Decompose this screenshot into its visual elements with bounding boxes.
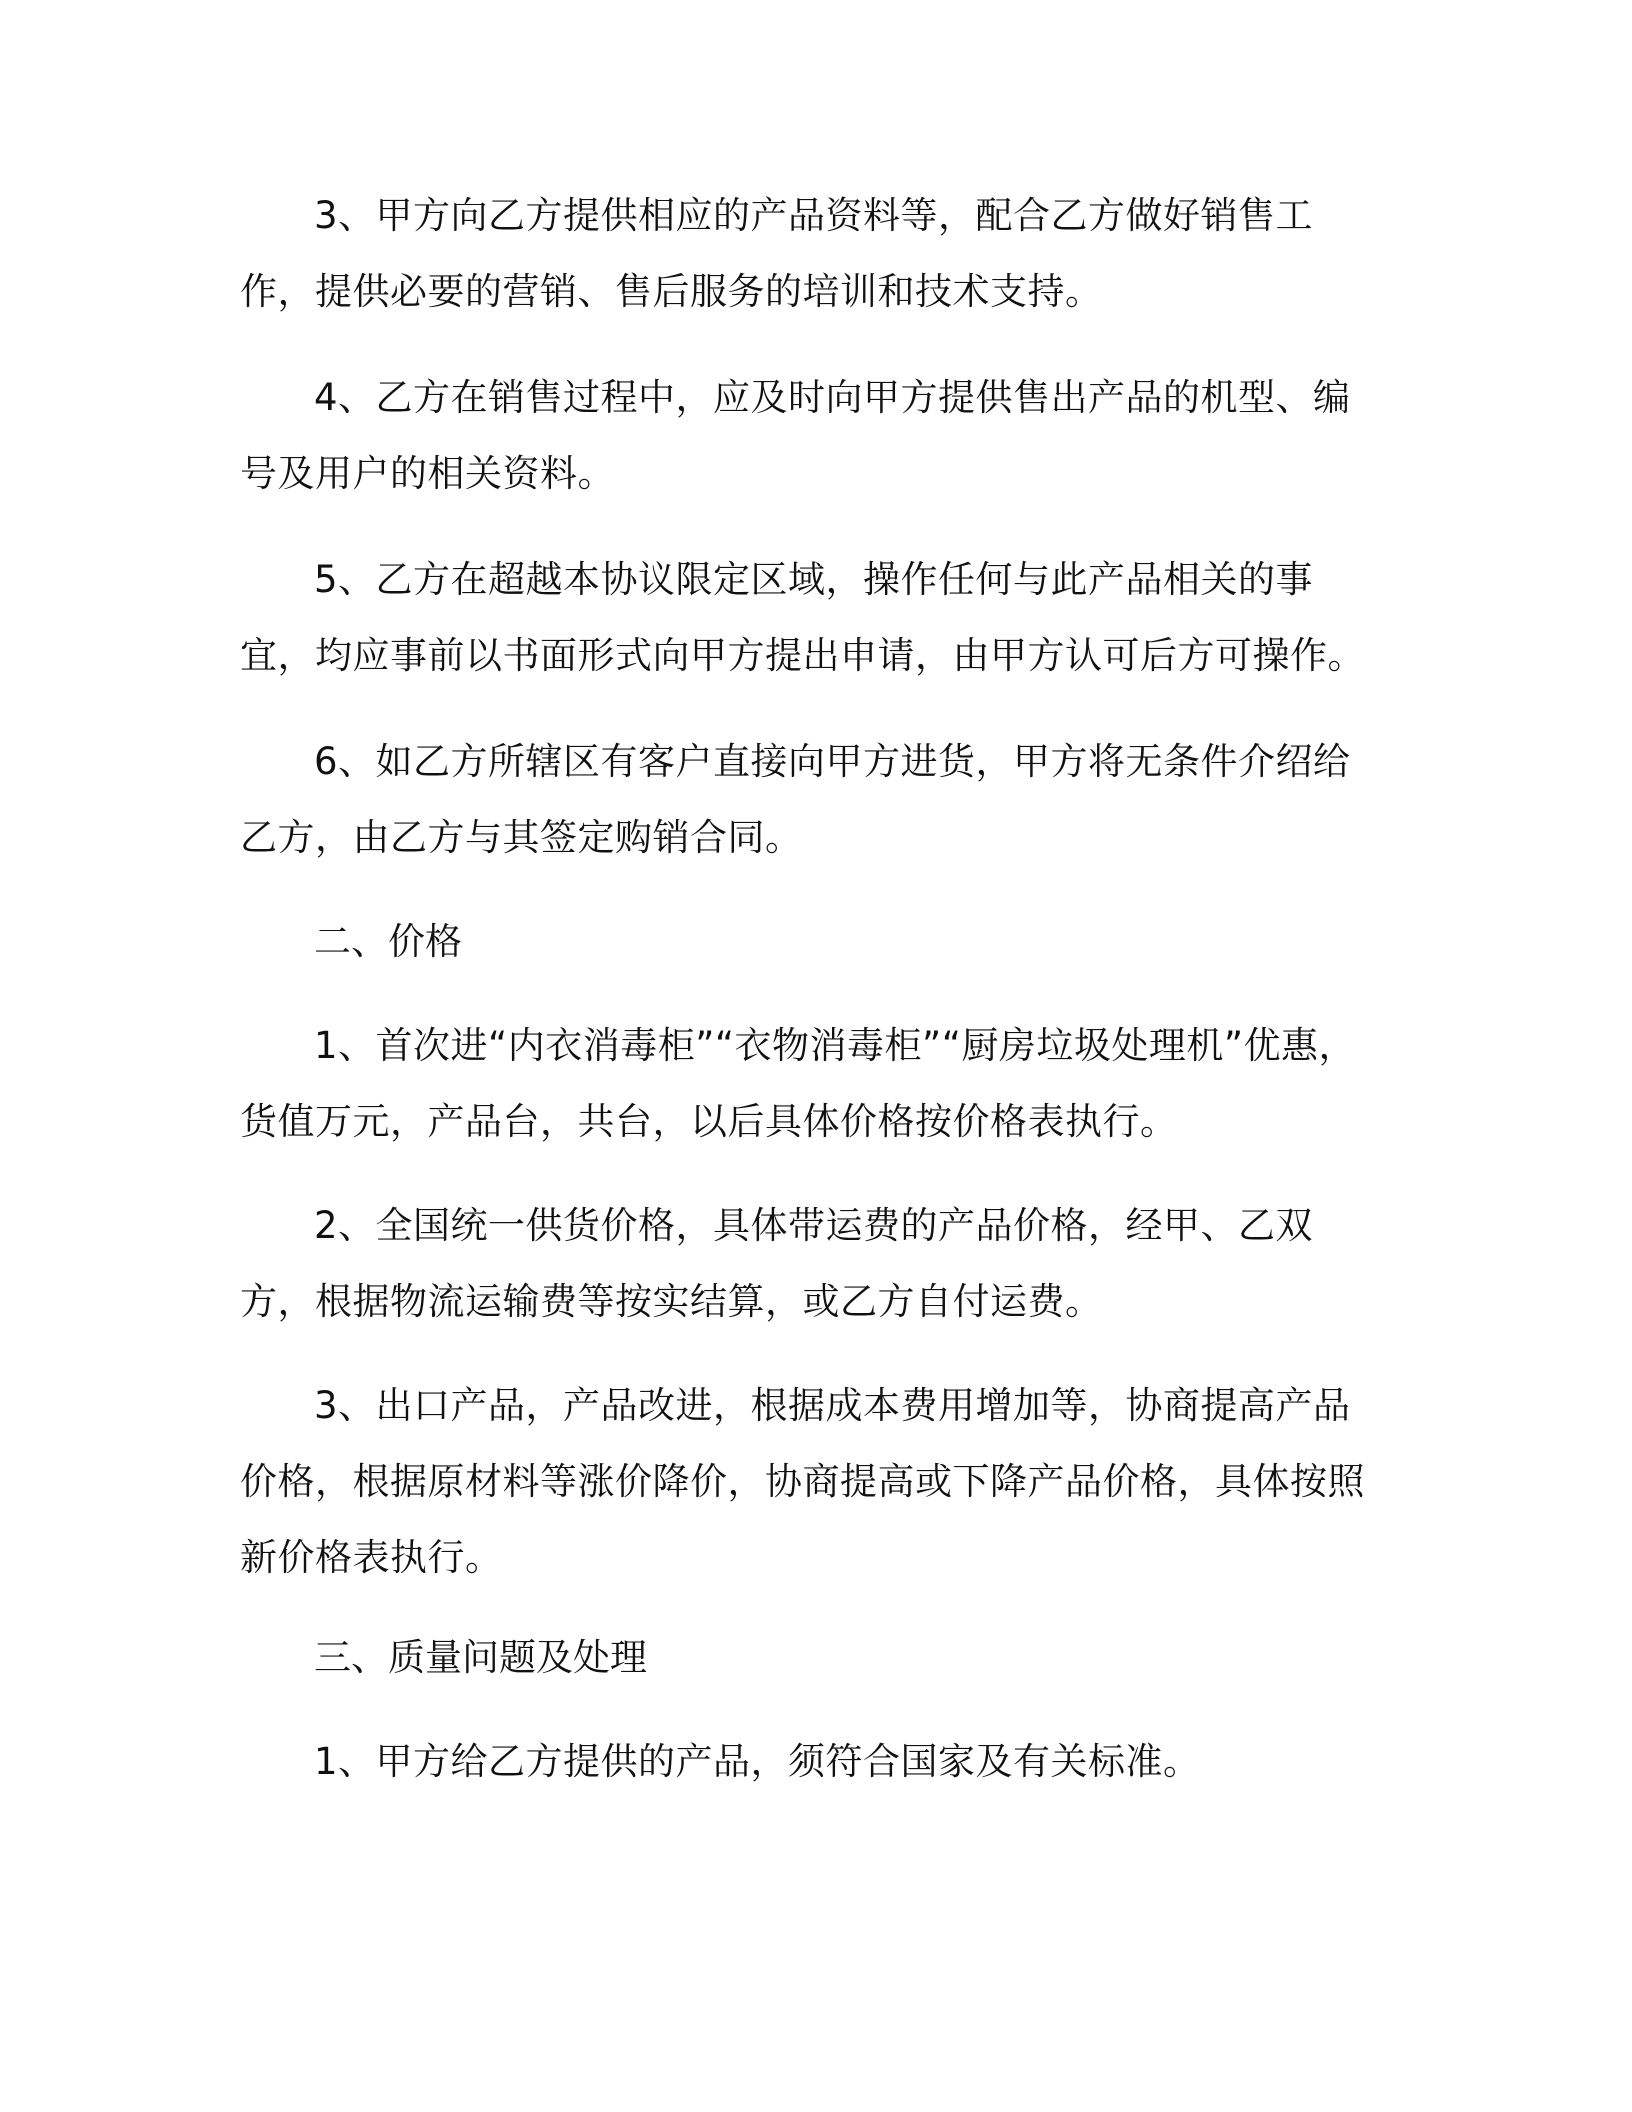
price-item-3: 3、出口产品，产品改进，根据成本费用增加等，协商提高产品价格，根据原材料等涨价降价，协商提高或下降产品价格，具体按照新价格表执行。 [240,1384,1365,1579]
paragraph-item-3: 3、甲方向乙方提供相应的产品资料等，配合乙方做好销售工作，提供必要的营销、售后服务的培训和技术支持。 [240,194,1314,313]
paragraph-item-6: 6、如乙方所辖区有客户直接向甲方进货，甲方将无条件介绍给乙方，由乙方与其签定购销合同。 [240,740,1351,859]
price-item-2: 2、全国统一供货价格，具体带运费的产品价格，经甲、乙双方，根据物流运输费等按实结算，或乙方自付运费。 [240,1204,1314,1323]
quality-item-1: 1、甲方给乙方提供的产品，须符合国家及有关标准。 [314,1740,1201,1783]
paragraph-item-5: 5、乙方在超越本协议限定区域，操作任何与此产品相关的事宜，均应事前以书面形式向甲方提出申请，由甲方认可后方可操作。 [240,558,1365,677]
section-heading-price: 二、价格 [314,920,462,963]
section-heading-quality: 三、质量问题及处理 [314,1636,647,1679]
price-item-1: 1、首次进“内衣消毒柜”“衣物消毒柜”“厨房垃圾处理机”优惠，货值万元，产品台，共台，以后具体价格按价格表执行。 [240,1024,1357,1143]
paragraph-item-4: 4、乙方在销售过程中，应及时向甲方提供售出产品的机型、编号及用户的相关资料。 [240,376,1351,495]
